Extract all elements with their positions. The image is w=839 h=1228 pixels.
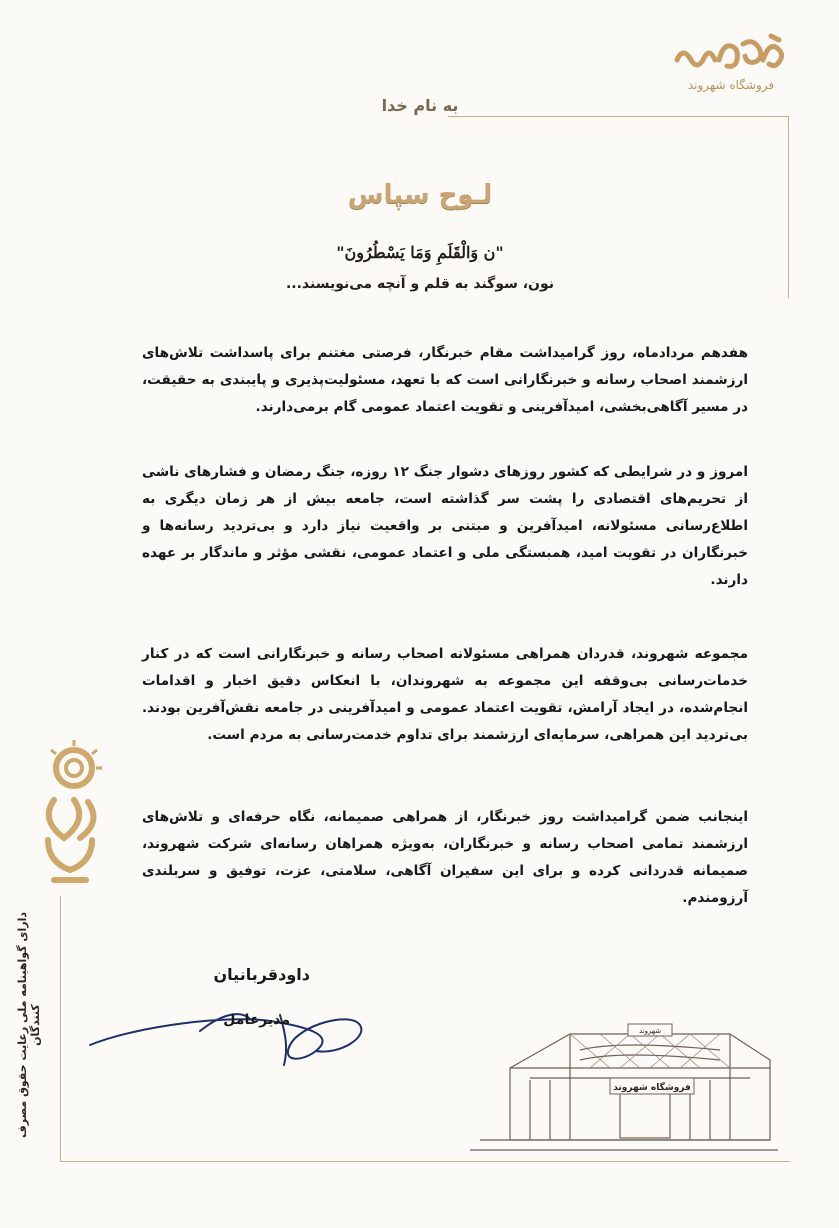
store-sign-label: فروشگاه شهروند <box>613 1083 691 1093</box>
frame-rule-top <box>448 116 788 117</box>
store-building-illustration <box>470 1020 780 1160</box>
handwritten-signature <box>80 985 370 1075</box>
frame-rule-right <box>788 116 789 298</box>
certification-caption: دارای گواهینامه ملی رعایت حقوق مصرف کنندگان <box>16 911 42 1139</box>
verse-translation: نون، سوگند به قلم و آنچه می‌نویسند... <box>285 276 555 292</box>
award-emblem-icon <box>34 740 104 890</box>
body-paragraph-4: اینجانب ضمن گرامیداشت روز خبرنگار، از همراهی صمیمانه، نگاه حرفه‌ای و تلاش‌های ارزشمند تمامی اصحاب رسانه و خبرنگاران، به‌ویژه همراهان رسانه‌ای شرکت شهروند، صمیمانه قدردانی کرده و برای این سفیران آگاهی، سلامتی، عزت، توفیق و سربلندی آرزومندم. <box>142 808 748 906</box>
frame-rule-bottom <box>60 1161 790 1162</box>
quran-verse: "ن وَالْقَلَمِ وَمَا يَسْطُرُونَ" <box>336 243 504 262</box>
brand-header <box>661 30 801 92</box>
brand-logo <box>671 30 791 76</box>
basmala-heading: به نام خدا <box>381 96 459 115</box>
signer-name: داودقربانیان <box>213 965 310 984</box>
body-paragraph-1: هفدهم مردادماه، روز گرامیداشت مقام خبرنگار، فرصتی مغتنم برای پاسداشت تلاش‌های ارزشمند اصحاب رسانه و خبرنگارانی است که با تعهد، مسئولیت‌پذیری و پایبندی به حقیقت، در مسیر آگاهی‌بخشی، امیدآفرینی و تقویت اعتماد عمومی گام برمی‌دارند. <box>142 344 748 415</box>
page-title: لـوح سپاس <box>347 180 493 210</box>
body-paragraph-3: مجموعه شهروند، قدردان همراهی مسئولانه اصحاب رسانه و خبرنگارانی است که در کنار خدمات‌رسانی بی‌وقفه این مجموعه به شهروندان، با انعکاس دقیق اخبار و اقدامات انجام‌شده، در ایجاد آرامش، تقویت اعتماد عمومی و امیدآفرینی در جامعه نقش‌آفرین بودند. بی‌تردید این همراهی، سرمایه‌ای ارزشمند برای تداوم خدمت‌رسانی به مردم است. <box>142 645 748 743</box>
body-paragraph-2: امروز و در شرایطی که کشور روزهای دشوار جنگ ۱۲ روزه، جنگ رمضان و فشارهای ناشی از تحریم‌های اقتصادی را پشت سر گذاشته است، جامعه بیش از هر زمان دیگری به اطلاع‌رسانی مسئولانه، امیدآفرین و مبتنی بر واقعیت نیاز دارد و بی‌تردید رسانه‌ها و خبرنگاران در تقویت امید، همبستگی ملی و اعتماد عمومی، نقشی مؤثر و ماندگار بر عهده دارند. <box>142 463 748 588</box>
brand-subtitle: فروشگاه شهروند <box>687 78 775 92</box>
store-roof-logo: شهروند <box>639 1027 661 1035</box>
signer-role: مدیرعامل <box>223 1012 290 1028</box>
frame-rule-left <box>60 896 61 1162</box>
